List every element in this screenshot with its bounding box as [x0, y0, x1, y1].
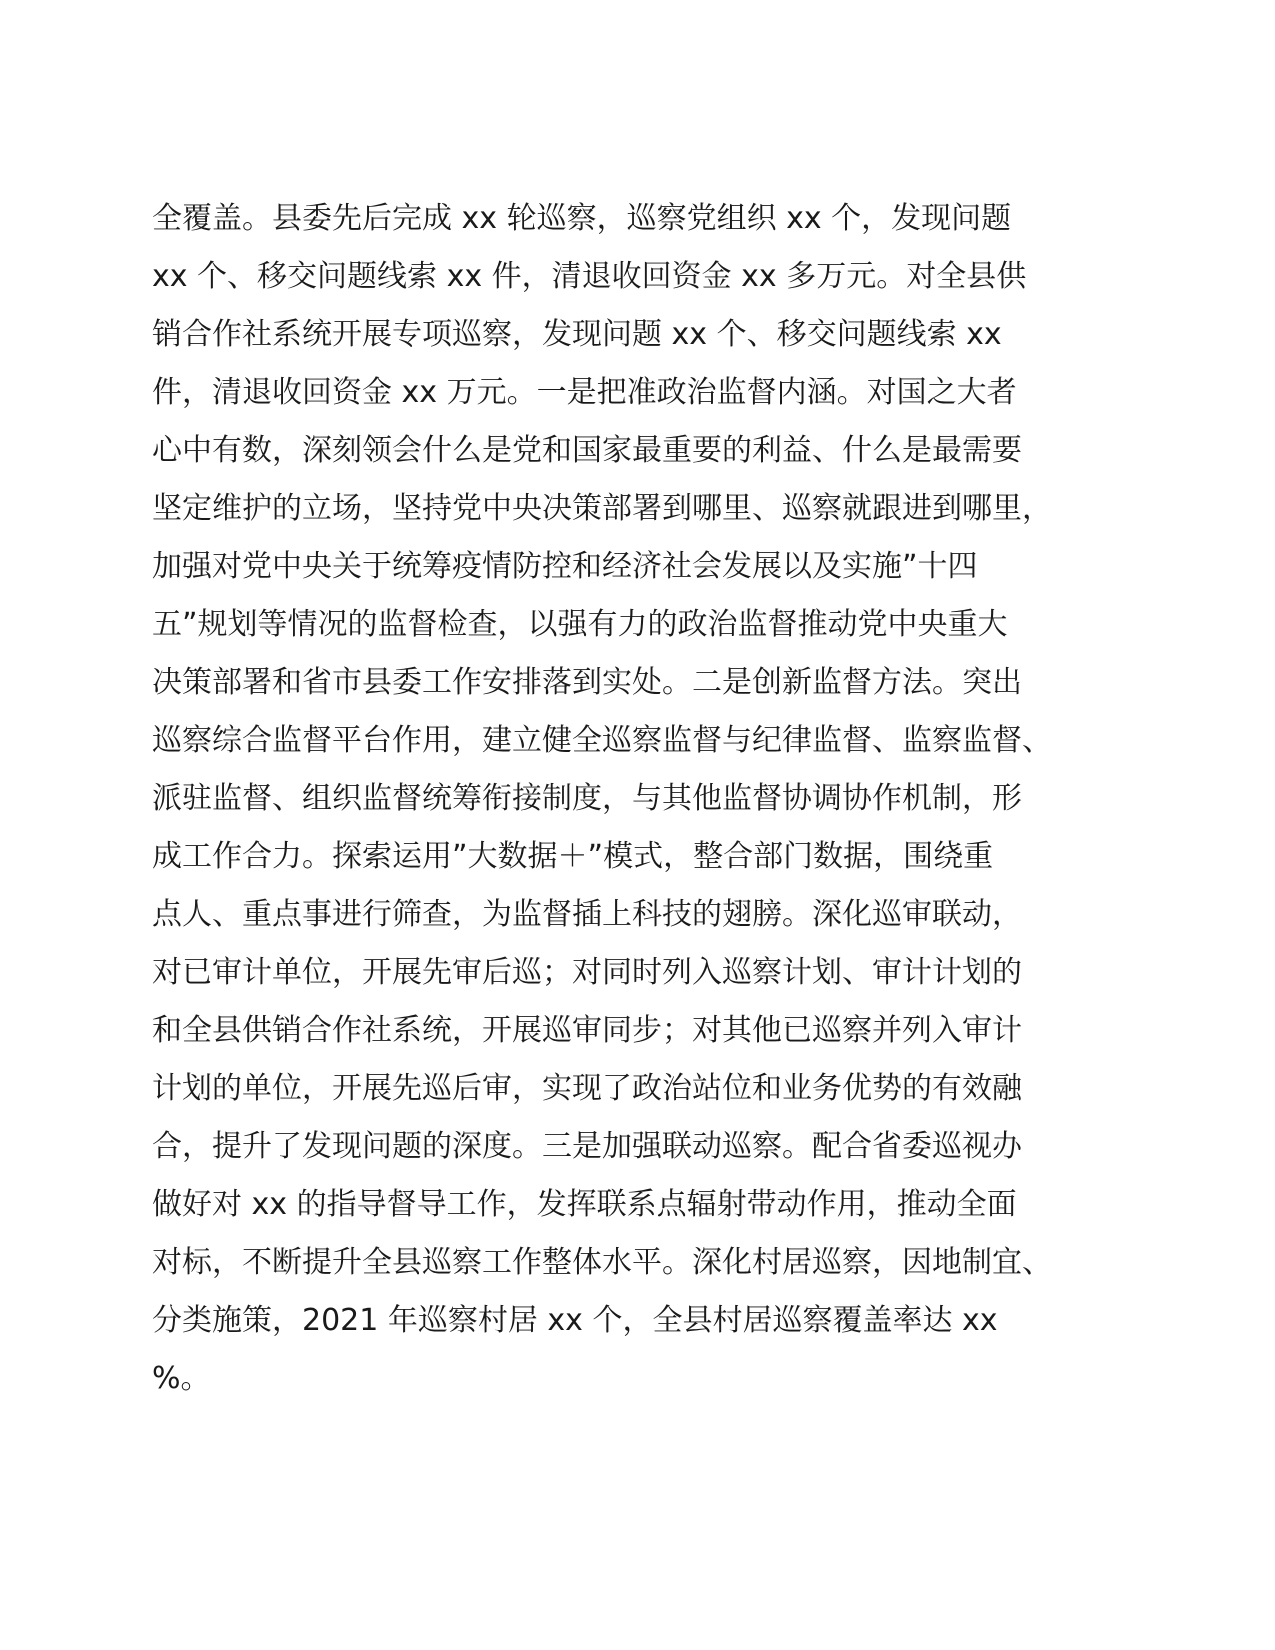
text-line: 五”规划等情况的监督检查，以强有力的政治监督推动党中央重大: [152, 607, 1008, 642]
text-line: 对已审计单位，开展先审后巡；对同时列入巡察计划、审计计划的: [152, 955, 1022, 990]
text-line: 对标，不断提升全县巡察工作整体水平。深化村居巡察，因地制宜、: [152, 1245, 1052, 1280]
text-line: 加强对党中央关于统筹疫情防控和经济社会发展以及实施”十四: [152, 549, 978, 584]
text-line: %。: [152, 1361, 211, 1396]
text-line: 和全县供销合作社系统，开展巡审同步；对其他已巡察并列入审计: [152, 1013, 1022, 1048]
text-line: 件，清退收回资金 xx 万元。一是把准政治监督内涵。对国之大者: [152, 375, 1017, 410]
text-line: xx 个、移交问题线索 xx 件，清退收回资金 xx 多万元。对全县供: [152, 259, 1027, 294]
text-line: 巡察综合监督平台作用，建立健全巡察监督与纪律监督、监察监督、: [152, 723, 1052, 758]
text-line: 派驻监督、组织监督统筹衔接制度，与其他监督协调协作机制，形: [152, 781, 1022, 816]
text-line: 成工作合力。探索运用”大数据＋”模式，整合部门数据，围绕重: [152, 839, 994, 874]
text-line: 决策部署和省市县委工作安排落到实处。二是创新监督方法。突出: [152, 665, 1022, 700]
text-line: 坚定维护的立场，坚持党中央决策部署到哪里、巡察就跟进到哪里，: [152, 491, 1052, 526]
text-line: 全覆盖。县委先后完成 xx 轮巡察，巡察党组织 xx 个，发现问题: [152, 201, 1012, 236]
text-line: 心中有数，深刻领会什么是党和国家最重要的利益、什么是最需要: [152, 433, 1022, 468]
text-line: 合，提升了发现问题的深度。三是加强联动巡察。配合省委巡视办: [152, 1129, 1022, 1164]
text-line: 计划的单位，开展先巡后审，实现了政治站位和业务优势的有效融: [152, 1071, 1022, 1106]
text-line: 点人、重点事进行筛查，为监督插上科技的翅膀。深化巡审联动，: [152, 897, 1022, 932]
body-paragraph: [152, 190, 1142, 1408]
text-line: 分类施策，2021 年巡察村居 xx 个，全县村居巡察覆盖率达 xx: [152, 1303, 998, 1338]
text-line: 做好对 xx 的指导督导工作，发挥联系点辐射带动作用，推动全面: [152, 1187, 1017, 1222]
text-line: 销合作社系统开展专项巡察，发现问题 xx 个、移交问题线索 xx: [152, 317, 1002, 352]
